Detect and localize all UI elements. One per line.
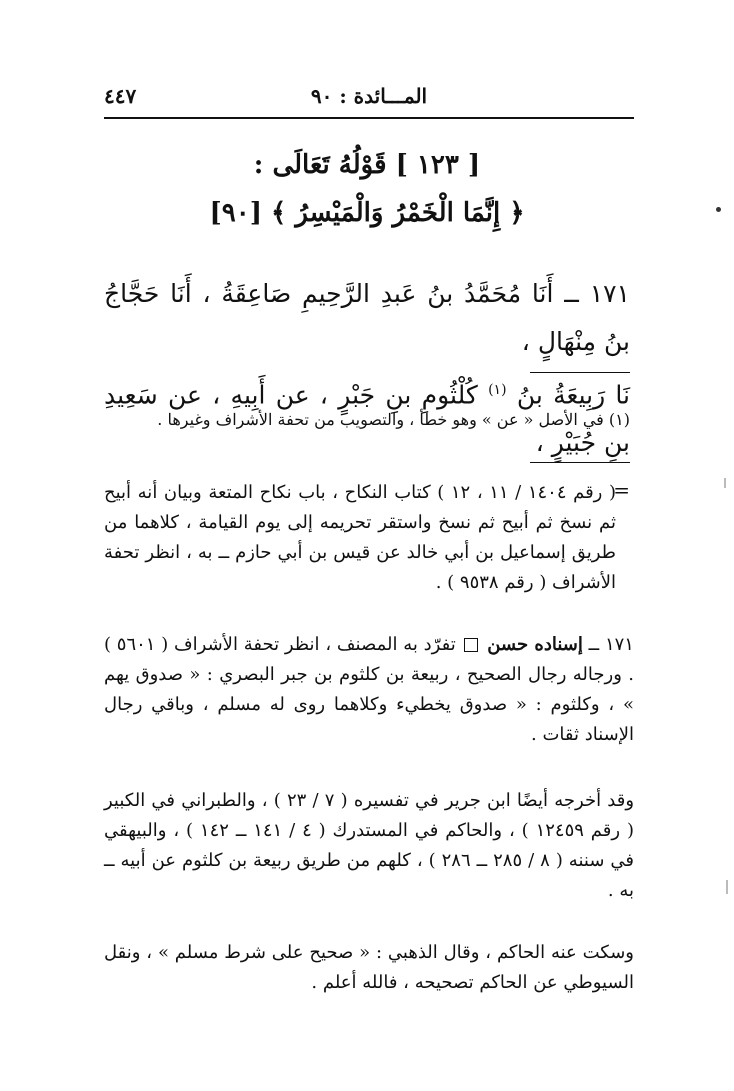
- grading-label: إسناده حسن: [487, 634, 583, 655]
- continuation-mark: =: [613, 478, 630, 502]
- square-icon: [464, 638, 478, 652]
- running-title: المـــائدة : ٩٠: [310, 84, 428, 108]
- hadith-text: [104, 270, 630, 467]
- hadith-line-2-end: كُلْثُومِ بنِ جَبْرٍ ، عن أَبِيهِ ، عن سَعِيدِ بنِ جُبَيْرٍ ،: [104, 380, 630, 458]
- page-number: ٤٤٧: [104, 84, 137, 108]
- footnote-separator: [530, 372, 630, 373]
- commentary-p2-body: تفرّد به المصنف ، انظر تحفة الأشراف ( ٥٦٠١ ) . ورجاله رجال الصحيح ، ربيعة بن كلثوم بن جبر البصري : « صدوق يهم » ، وكلثوم : « صدوق يخطيء وكلاهما روى له مسلم ، وباقي رجال الإسناد ثقات .: [104, 634, 634, 745]
- verse-heading: ﴿ إِنَّمَا الْخَمْرُ وَالْمَيْسِرُ ﴾ [٩٠]: [209, 198, 525, 228]
- commentary-paragraph-2: [104, 630, 634, 750]
- scan-mark: [726, 880, 728, 894]
- commentary-separator: [530, 462, 630, 463]
- footnote: (١) في الأصل « عن » وهو خطأ ، والتصويب من تحفة الأشراف وغيرها .: [157, 410, 630, 429]
- header-rule: [104, 117, 634, 119]
- hadith-line-1: ١٧١ ــ أَنَا مُحَمَّدُ بنُ عَبدِ الرَّحِيمِ صَاعِقَةُ ، أَنَا حَجَّاجُ بنُ مِنْهَالٍ ،: [104, 279, 630, 356]
- commentary-paragraph-1: [104, 478, 634, 598]
- footnote-marker: (١): [488, 382, 507, 398]
- hadith-line-2-start: نَا رَبِيعَةُ بنُ: [516, 380, 631, 410]
- commentary-p3: وقد أخرجه أيضًا ابن جرير في تفسيره ( ٧ / ٢٣ ) ، والطبراني في الكبير ( رقم ١٢٤٥٩ ) ، والحاكم في المستدرك ( ٤ / ١٤١ ــ ١٤٢ ) ، والبيهقي في سننه ( ٨ / ٢٨٥ ــ ٢٨٦ ) ، كلهم من طريق ربيعة بن كلثوم عن أبيه ــ به .: [104, 790, 635, 901]
- section-heading: [ ١٢٣ ] قَوْلُهُ تَعَالَى :: [253, 150, 481, 180]
- scan-speck: [716, 207, 721, 212]
- commentary-p2: [104, 630, 634, 750]
- commentary-paragraph-4: [104, 938, 634, 998]
- scan-mark: [724, 478, 726, 488]
- hadith-number: ١٧١ ــ: [588, 634, 634, 655]
- commentary-p4: وسكت عنه الحاكم ، وقال الذهبي : « صحيح على شرط مسلم » ، ونقل السيوطي عن الحاكم تصحيحه ، فالله أعلم .: [104, 942, 634, 993]
- commentary-paragraph-3: [104, 786, 634, 906]
- commentary-p1: ( رقم ١٤٠٤ / ١١ ، ١٢ ) كتاب النكاح ، باب نكاح المتعة وبيان أنه أبيح ثم نسخ ثم أبيح ثم نسخ واستقر تحريمه إلى يوم القيامة ، كلاهما من طريق إسماعيل بن أبي خالد عن قيس بن أبي حازم ــ به ، انظر تحفة الأشراف ( رقم ٩٥٣٨ ) .: [104, 482, 616, 593]
- page-header: [104, 80, 634, 112]
